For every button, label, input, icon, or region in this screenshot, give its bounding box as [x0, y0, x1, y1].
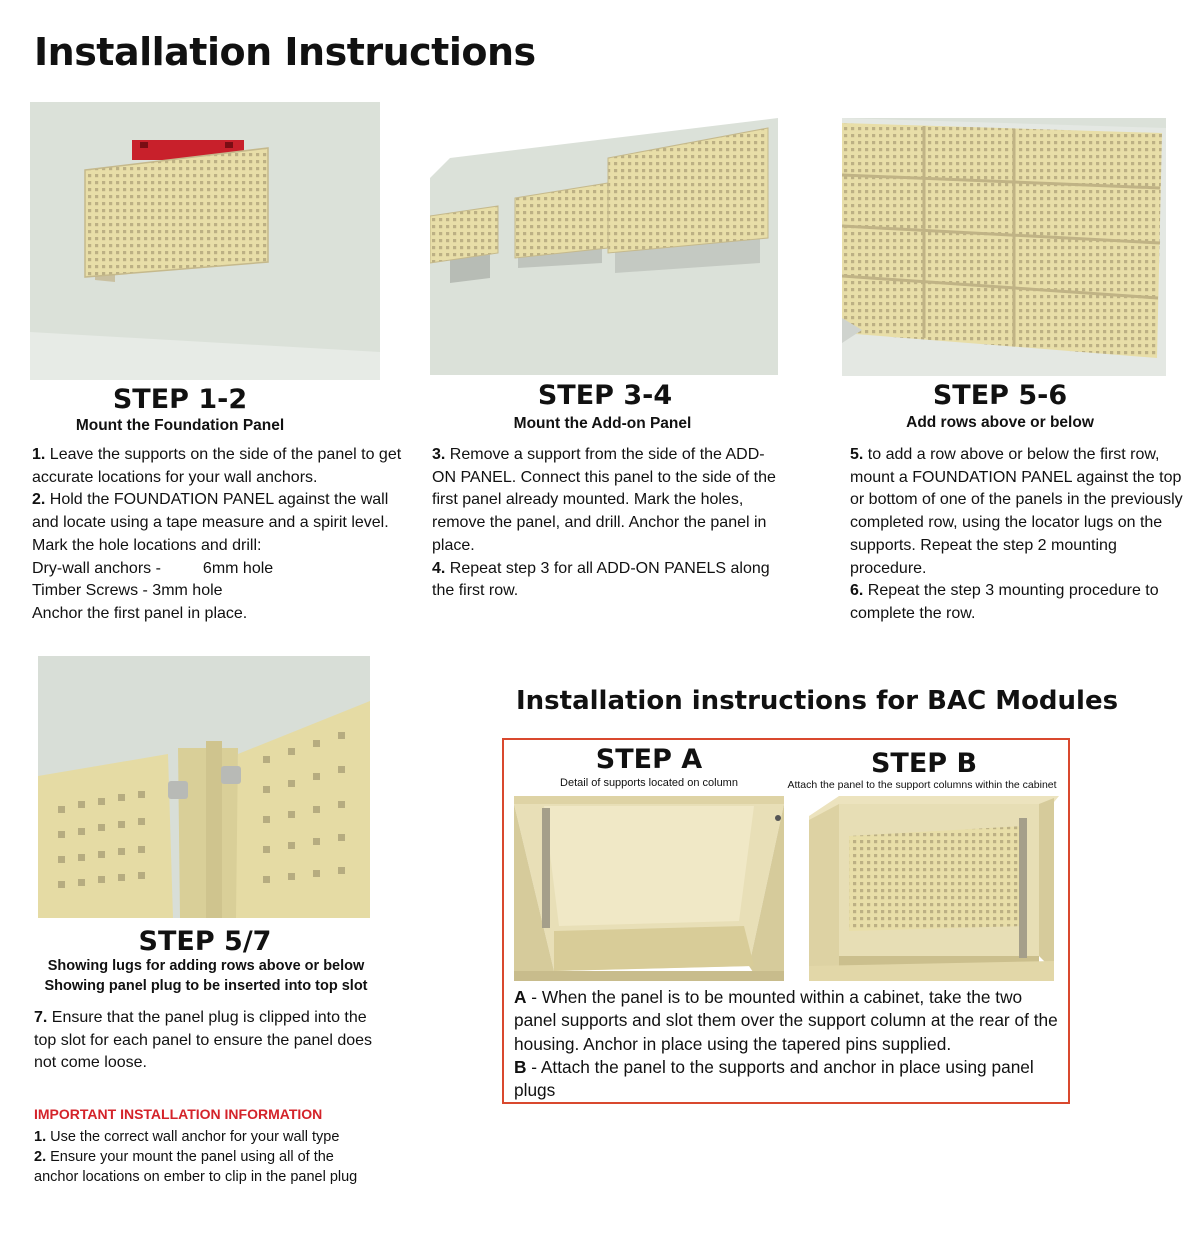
step12-anchor: Anchor the first panel in place. — [32, 604, 248, 622]
important-line-2 — [34, 1147, 364, 1187]
step-number: 2. — [32, 491, 46, 509]
step-text: Remove a support from the side of the ADD-ON PANEL. Connect this panel to the side of the first panel already mounted. Mark the holes, remove the panel, and drill. Anchor the panel in place. — [432, 446, 776, 554]
step57-subheading-2: Showing panel plug to be inserted into top slot — [44, 978, 368, 994]
important-line-1 — [34, 1127, 364, 1147]
step57-text — [34, 1007, 384, 1075]
bac-box — [502, 738, 1070, 1104]
step34-line-3 — [432, 444, 782, 558]
stepA-cabinet-image — [514, 796, 784, 981]
step-text: Repeat step 3 for all ADD-ON PANELS along the first row. — [432, 559, 770, 600]
step34-illustration — [430, 118, 778, 375]
stepA-heading: STEP A — [595, 744, 703, 775]
step-number: 7. — [34, 1009, 48, 1026]
step56-line-5 — [850, 444, 1190, 580]
stepB-heading: STEP B — [870, 748, 978, 779]
step-number: 3. — [432, 446, 446, 463]
step56-text — [850, 444, 1190, 626]
drywall-value: 6mm hole — [202, 559, 274, 577]
step12-line-2 — [32, 489, 402, 557]
step-number: 6. — [850, 582, 864, 600]
step-text: Leave the supports on the side of the panel to get accurate locations for your wall anchors. — [32, 446, 402, 486]
step-number: 1. — [34, 1129, 47, 1145]
step34-line-4 — [432, 558, 782, 603]
step12-text — [32, 444, 402, 626]
step12-subheading: Mount the Foundation Panel — [75, 417, 285, 434]
step-number: 4. — [432, 559, 446, 577]
step-number: 1. — [32, 446, 46, 463]
step-text: Hold the FOUNDATION PANEL against the wall and locate using a tape measure and a spirit level. Mark the hole locations and drill: — [32, 491, 389, 554]
important-heading: IMPORTANT INSTALLATION INFORMATION — [34, 1106, 323, 1122]
step57-line-7 — [34, 1007, 384, 1075]
step56-line-6 — [850, 580, 1190, 625]
step-text: to add a row above or below the first row, mount a FOUNDATION PANEL against the top or bottom of one of the panels in the previously completed row, using the locator lugs on the supports. Repeat the step 2 mounting procedure. — [850, 446, 1183, 577]
step56-subheading: Add rows above or below — [906, 414, 1094, 431]
step12-drywall — [32, 558, 402, 581]
important-text — [34, 1127, 364, 1187]
bac-text-b — [514, 1056, 1062, 1103]
bac-label-a: A — [514, 987, 527, 1007]
bac-label-b: B — [514, 1056, 527, 1077]
bac-desc-b: - Attach the panel to the supports and anchor in place using panel plugs — [514, 1056, 1034, 1101]
stepB-cabinet-image — [809, 796, 1059, 981]
stepA-caption: Detail of supports located on column — [560, 777, 738, 789]
step-number: 2. — [34, 1149, 47, 1165]
step34-subheading: Mount the Add-on Panel — [513, 415, 692, 432]
step-number: 5. — [850, 446, 864, 463]
page-title: Installation Instructions — [34, 30, 536, 74]
step56-illustration — [842, 118, 1166, 376]
bac-desc-a: - When the panel is to be mounted within a cabinet, take the two panel supports and slot them over the support column at the rear of the housing. Anchor in place using the tapered pins supplied. — [514, 987, 1058, 1054]
step57-heading: STEP 5/7 — [138, 926, 272, 957]
step12-timber: Timber Screws - 3mm hole — [32, 582, 223, 600]
stepB-caption: Attach the panel to the support columns within the cabinet — [787, 779, 1057, 791]
step12-illustration — [30, 102, 380, 380]
bac-text — [514, 986, 1062, 1102]
step57-subheading-1: Showing lugs for adding rows above or below — [47, 958, 365, 974]
step-text: Repeat the step 3 mounting procedure to complete the row. — [850, 582, 1159, 622]
step34-text — [432, 444, 782, 603]
step57-illustration — [38, 656, 370, 918]
step-text: Use the correct wall anchor for your wall type — [46, 1129, 340, 1145]
bac-text-a — [514, 986, 1062, 1056]
drywall-label: Dry-wall anchors - — [32, 559, 161, 577]
bac-title: Installation instructions for BAC Modules — [516, 686, 1119, 716]
step-text: Ensure that the panel plug is clipped into the top slot for each panel to ensure the panel does not come loose. — [34, 1009, 373, 1072]
step12-heading: STEP 1-2 — [112, 384, 248, 415]
step-text: Ensure your mount the panel using all of the anchor locations on ember to clip in the panel plug — [34, 1149, 358, 1185]
step12-line-1 — [32, 444, 402, 489]
step56-heading: STEP 5-6 — [932, 380, 1068, 411]
step34-heading: STEP 3-4 — [537, 380, 673, 411]
